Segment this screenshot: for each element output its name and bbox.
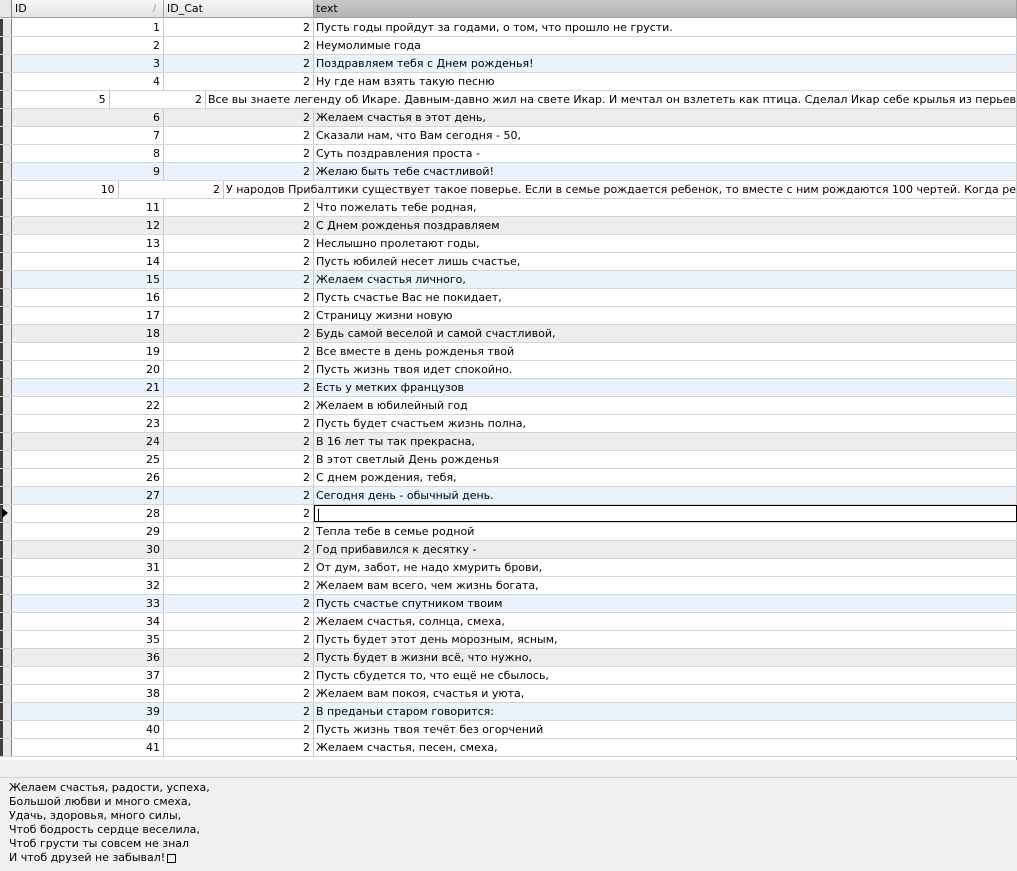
table-row[interactable]	[0, 649, 1017, 667]
cell-id[interactable]: 37	[12, 667, 164, 684]
cell-id[interactable]: 8	[12, 145, 164, 162]
row-indicator[interactable]	[0, 145, 12, 162]
cell-id-cat[interactable]: 2	[164, 307, 314, 324]
cell-id[interactable]: 20	[12, 361, 164, 378]
memo-line-text: Чтоб грусти ты совсем не знал	[9, 837, 190, 850]
cell-id-cat[interactable]: 2	[164, 37, 314, 54]
cell-text[interactable]: В преданьи старом говорится:	[314, 703, 1017, 720]
cell-id-cat[interactable]: 2	[164, 613, 314, 630]
cell-text[interactable]: Неумолимые года	[314, 37, 1017, 54]
column-header-text-label: text	[316, 2, 338, 15]
cell-id-cat[interactable]: 2	[164, 487, 314, 504]
table-row[interactable]	[0, 595, 1017, 613]
cell-id-cat[interactable]: 2	[164, 559, 314, 576]
cell-text[interactable]: Все вместе в день рожденья твой	[314, 343, 1017, 360]
cell-id[interactable]: 34	[12, 613, 164, 630]
row-indicator[interactable]	[0, 127, 12, 144]
table-row[interactable]	[0, 631, 1017, 649]
row-indicator[interactable]	[0, 739, 12, 756]
memo-field[interactable]	[0, 777, 1017, 871]
cell-id[interactable]: 7	[12, 127, 164, 144]
cell-text[interactable]: Желаем в юбилейный год	[314, 397, 1017, 414]
table-row[interactable]	[0, 667, 1017, 685]
cell-id-cat[interactable]: 2	[164, 397, 314, 414]
cell-text[interactable]: Поздравляем тебя с Днем рожденья!	[314, 55, 1017, 72]
row-indicator[interactable]	[0, 469, 12, 486]
row-indicator[interactable]	[0, 685, 12, 702]
cell-id-cat[interactable]: 2	[164, 73, 314, 90]
cell-id-cat[interactable]: 2	[164, 145, 314, 162]
cell-text[interactable]: В этот светлый День рожденья	[314, 451, 1017, 468]
memo-line	[9, 851, 1017, 865]
row-indicator[interactable]	[0, 397, 12, 414]
row-indicator[interactable]	[0, 649, 12, 666]
row-indicator[interactable]	[0, 235, 12, 252]
table-row[interactable]	[0, 379, 1017, 397]
cell-id[interactable]: 33	[12, 595, 164, 612]
row-indicator[interactable]	[0, 721, 12, 738]
cell-id-cat[interactable]: 2	[164, 469, 314, 486]
table-row[interactable]	[0, 55, 1017, 73]
cell-id-cat[interactable]: 2	[164, 451, 314, 468]
table-row[interactable]	[0, 91, 1017, 109]
cell-id[interactable]: 36	[12, 649, 164, 666]
table-row[interactable]	[0, 253, 1017, 271]
table-row[interactable]	[0, 19, 1017, 37]
cell-text[interactable]: Пусть годы пройдут за годами, о том, что прошло не грусти.	[314, 19, 1017, 36]
column-header-id-cat-label: ID_Cat	[167, 2, 203, 15]
cell-id[interactable]: 5	[12, 91, 110, 108]
row-indicator[interactable]	[0, 433, 12, 450]
cell-text[interactable]: С Днем рожденья поздравляем	[314, 217, 1017, 234]
cell-id[interactable]: 10	[12, 181, 119, 198]
cell-id-cat[interactable]: 2	[164, 523, 314, 540]
column-header-id[interactable]	[12, 0, 164, 18]
table-row[interactable]	[0, 451, 1017, 469]
row-indicator[interactable]	[0, 559, 12, 576]
cell-id[interactable]: 19	[12, 343, 164, 360]
cell-id-cat[interactable]: 2	[164, 55, 314, 72]
cell-id[interactable]: 31	[12, 559, 164, 576]
cell-id-cat[interactable]: 2	[164, 703, 314, 720]
memo-line-text: Чтоб бодрость сердце веселила,	[9, 823, 200, 836]
row-indicator[interactable]	[0, 163, 12, 180]
row-indicator[interactable]	[0, 289, 12, 306]
memo-line	[9, 809, 1017, 823]
cell-id-cat[interactable]: 2	[164, 631, 314, 648]
table-row[interactable]	[0, 541, 1017, 559]
cell-id-cat[interactable]: 2	[164, 163, 314, 180]
row-indicator[interactable]	[0, 415, 12, 432]
table-row[interactable]	[0, 289, 1017, 307]
table-row[interactable]	[0, 703, 1017, 721]
table-row[interactable]	[0, 145, 1017, 163]
table-row[interactable]	[0, 361, 1017, 379]
memo-line	[9, 837, 1017, 851]
row-indicator[interactable]	[0, 91, 12, 108]
cell-id-cat[interactable]: 2	[164, 595, 314, 612]
row-indicator[interactable]	[0, 577, 12, 594]
row-indicator[interactable]	[0, 667, 12, 684]
row-indicator[interactable]	[0, 595, 12, 612]
cell-id[interactable]: 39	[12, 703, 164, 720]
cell-id-cat[interactable]: 2	[164, 667, 314, 684]
cell-text[interactable]: Будь самой веселой и самой счастливой,	[314, 325, 1017, 342]
cell-id-cat[interactable]: 2	[164, 19, 314, 36]
cell-id[interactable]: 35	[12, 631, 164, 648]
cell-id[interactable]: 2	[12, 37, 164, 54]
cell-id-cat[interactable]: 2	[164, 361, 314, 378]
table-row[interactable]	[0, 235, 1017, 253]
table-row[interactable]	[0, 343, 1017, 361]
cell-id-cat[interactable]: 2	[164, 217, 314, 234]
cell-id-cat[interactable]: 2	[164, 415, 314, 432]
cell-text[interactable]: Пусть жизнь твоя течёт без огорчений	[314, 721, 1017, 738]
row-indicator[interactable]	[0, 325, 12, 342]
cell-id-cat[interactable]: 2	[164, 433, 314, 450]
cell-id-cat[interactable]: 2	[164, 109, 314, 126]
grid-rows	[0, 19, 1017, 757]
table-row[interactable]	[0, 685, 1017, 703]
table-row[interactable]	[0, 307, 1017, 325]
row-indicator[interactable]	[0, 73, 12, 90]
cell-id-cat[interactable]: 2	[164, 685, 314, 702]
cell-text[interactable]: Пусть юбилей несет лишь счастье,	[314, 253, 1017, 270]
cell-id-cat[interactable]: 2	[164, 649, 314, 666]
table-row[interactable]	[0, 271, 1017, 289]
cell-text[interactable]: Пусть будет счастьем жизнь полна,	[314, 415, 1017, 432]
cell-text[interactable]: Желаем счастья в этот день,	[314, 109, 1017, 126]
cell-text[interactable]: Пусть счастье Вас не покидает,	[314, 289, 1017, 306]
column-header-text[interactable]	[314, 0, 1017, 18]
current-row-arrow-icon	[2, 508, 8, 518]
memo-line-text: И чтоб друзей не забывал!	[9, 851, 166, 864]
cell-id[interactable]: 14	[12, 253, 164, 270]
cell-id[interactable]: 30	[12, 541, 164, 558]
row-indicator[interactable]	[0, 55, 12, 72]
row-indicator[interactable]	[0, 307, 12, 324]
cell-id[interactable]: 1	[12, 19, 164, 36]
row-indicator[interactable]	[0, 181, 12, 198]
row-indicator[interactable]	[0, 37, 12, 54]
table-row[interactable]	[0, 37, 1017, 55]
cell-id[interactable]: 24	[12, 433, 164, 450]
cell-id[interactable]: 23	[12, 415, 164, 432]
cell-id-cat[interactable]: 2	[164, 541, 314, 558]
row-indicator[interactable]	[0, 505, 12, 522]
cell-id[interactable]: 6	[12, 109, 164, 126]
cell-text[interactable]: Желаем вам покоя, счастья и уюта,	[314, 685, 1017, 702]
cell-text[interactable]: Ну где нам взять такую песню	[314, 73, 1017, 90]
table-row[interactable]	[0, 487, 1017, 505]
cell-id[interactable]: 25	[12, 451, 164, 468]
table-row[interactable]	[0, 109, 1017, 127]
cell-text[interactable]: Неслышно пролетают годы,	[314, 235, 1017, 252]
row-indicator[interactable]	[0, 631, 12, 648]
cell-id-cat[interactable]: 2	[164, 505, 314, 522]
row-indicator[interactable]	[0, 541, 12, 558]
cell-text[interactable]: У народов Прибалтики существует такое поверье. Если в семье рождается ребенок, то вместе с ним рождаются 100 чертей. Когда ре	[226, 183, 1016, 196]
cell-id-cat[interactable]: 2	[119, 181, 224, 198]
row-indicator[interactable]	[0, 199, 12, 216]
cell-id[interactable]: 4	[12, 73, 164, 90]
cell-id[interactable]: 18	[12, 325, 164, 342]
table-row[interactable]	[0, 433, 1017, 451]
row-indicator[interactable]	[0, 379, 12, 396]
table-row[interactable]	[0, 523, 1017, 541]
cell-id-cat[interactable]: 2	[164, 127, 314, 144]
table-row[interactable]	[0, 469, 1017, 487]
cell-id-cat[interactable]: 2	[164, 343, 314, 360]
cell-id[interactable]: 32	[12, 577, 164, 594]
cell-id[interactable]: 9	[12, 163, 164, 180]
cell-id[interactable]: 41	[12, 739, 164, 756]
cell-id[interactable]: 40	[12, 721, 164, 738]
table-row[interactable]	[0, 577, 1017, 595]
cell-text[interactable]: Желаем счастья, песен, смеха,	[314, 739, 1017, 756]
cell-text[interactable]: Суть поздравления проста -	[314, 145, 1017, 162]
row-indicator[interactable]	[0, 217, 12, 234]
row-indicator[interactable]	[0, 253, 12, 270]
row-indicator[interactable]	[0, 109, 12, 126]
table-row[interactable]	[0, 559, 1017, 577]
column-header-id-label: ID	[15, 2, 27, 15]
cell-id[interactable]: 13	[12, 235, 164, 252]
cell-id-cat[interactable]: 2	[164, 199, 314, 216]
table-row[interactable]	[0, 181, 1017, 199]
memo-line-text: Удачь, здоровья, много силы,	[9, 809, 182, 822]
table-row[interactable]	[0, 739, 1017, 757]
cell-id-cat[interactable]: 2	[164, 235, 314, 252]
header-indicator-corner	[0, 0, 12, 18]
cell-text[interactable]: Пусть жизнь твоя идет спокойно.	[314, 361, 1017, 378]
cell-text[interactable]: Пусть будет этот день морозным, ясным,	[314, 631, 1017, 648]
table-row[interactable]	[0, 721, 1017, 739]
sort-indicator-icon: /	[152, 4, 156, 14]
cell-id[interactable]: 22	[12, 397, 164, 414]
cell-id[interactable]: 16	[12, 289, 164, 306]
cell-text[interactable]: Желаем счастья личного,	[314, 271, 1017, 288]
cell-id-cat[interactable]: 2	[164, 253, 314, 270]
row-indicator[interactable]	[0, 613, 12, 630]
cell-id[interactable]: 29	[12, 523, 164, 540]
table-row[interactable]	[0, 505, 1017, 523]
cell-id[interactable]: 38	[12, 685, 164, 702]
cell-id-cat[interactable]: 2	[164, 379, 314, 396]
row-indicator[interactable]	[0, 451, 12, 468]
cell-text[interactable]: Пусть сбудется то, что ещё не сбылось,	[314, 667, 1017, 684]
cell-text[interactable]: Желаю быть тебе счастливой!	[314, 163, 1017, 180]
column-header-id-cat[interactable]	[164, 0, 314, 18]
cell-id[interactable]: 12	[12, 217, 164, 234]
row-indicator[interactable]	[0, 343, 12, 360]
cell-id-cat[interactable]: 2	[164, 577, 314, 594]
cell-text[interactable]: Желаем вам всего, чем жизнь богата,	[314, 577, 1017, 594]
cell-id[interactable]: 17	[12, 307, 164, 324]
cell-id[interactable]: 27	[12, 487, 164, 504]
cell-text[interactable]: От дум, забот, не надо хмурить брови,	[314, 559, 1017, 576]
table-row[interactable]	[0, 613, 1017, 631]
cell-id-cat[interactable]: 2	[164, 271, 314, 288]
cell-id-cat[interactable]: 2	[164, 289, 314, 306]
cell-id[interactable]: 15	[12, 271, 164, 288]
row-indicator[interactable]	[0, 361, 12, 378]
table-row[interactable]	[0, 73, 1017, 91]
cell-id-cat[interactable]: 2	[110, 91, 206, 108]
cell-id-cat[interactable]: 2	[164, 721, 314, 738]
cell-text[interactable]: Все вы знаете легенду об Икаре. Давным-давно жил на свете Икар. И мечтал он взлететь как птица. Сделал Икар себе крылья из перьев	[207, 93, 1016, 106]
cell-text-editor[interactable]	[314, 505, 1017, 522]
table-row[interactable]	[0, 127, 1017, 145]
cell-text[interactable]: Страницу жизни новую	[314, 307, 1017, 324]
row-indicator[interactable]	[0, 19, 12, 36]
memo-line-text: Желаем счастья, радости, успеха,	[9, 781, 210, 794]
memo-line	[9, 781, 1017, 795]
cell-id[interactable]: 26	[12, 469, 164, 486]
memo-line-text: Большой любви и много смеха,	[9, 795, 192, 808]
memo-line	[9, 795, 1017, 809]
cell-id[interactable]: 3	[12, 55, 164, 72]
grid-header	[0, 0, 1017, 19]
table-row[interactable]	[0, 325, 1017, 343]
line-break-box-icon	[167, 854, 176, 863]
row-indicator[interactable]	[0, 523, 12, 540]
table-row[interactable]	[0, 163, 1017, 181]
cell-text[interactable]: Пусть счастье спутником твоим	[314, 595, 1017, 612]
cell-id-cat[interactable]: 2	[164, 325, 314, 342]
cell-text[interactable]: Сказали нам, что Вам сегодня - 50,	[314, 127, 1017, 144]
table-row[interactable]	[0, 199, 1017, 217]
memo-line	[9, 823, 1017, 837]
table-row[interactable]	[0, 217, 1017, 235]
row-indicator[interactable]	[0, 271, 12, 288]
row-indicator[interactable]	[0, 703, 12, 720]
cell-text[interactable]: Есть у метких французов	[314, 379, 1017, 396]
cell-id-cat[interactable]: 2	[164, 739, 314, 756]
cell-text[interactable]: С днем рождения, тебя,	[314, 469, 1017, 486]
cell-text[interactable]: Желаем счастья, солнца, смеха,	[314, 613, 1017, 630]
row-indicator[interactable]	[0, 487, 12, 504]
cell-text[interactable]: Тепла тебе в семье родной	[314, 523, 1017, 540]
cell-id[interactable]: 28	[12, 505, 164, 522]
table-row[interactable]	[0, 397, 1017, 415]
cell-id[interactable]: 21	[12, 379, 164, 396]
cell-id[interactable]: 11	[12, 199, 164, 216]
table-row[interactable]	[0, 415, 1017, 433]
text-caret	[318, 509, 319, 521]
cell-text[interactable]: В 16 лет ты так прекрасна,	[314, 433, 1017, 450]
cell-text[interactable]: Что пожелать тебе родная,	[314, 199, 1017, 216]
cell-text[interactable]: Год прибавился к десятку -	[314, 541, 1017, 558]
cell-text[interactable]: Пусть будет в жизни всё, что нужно,	[314, 649, 1017, 666]
cell-text[interactable]: Сегодня день - обычный день.	[314, 487, 1017, 504]
